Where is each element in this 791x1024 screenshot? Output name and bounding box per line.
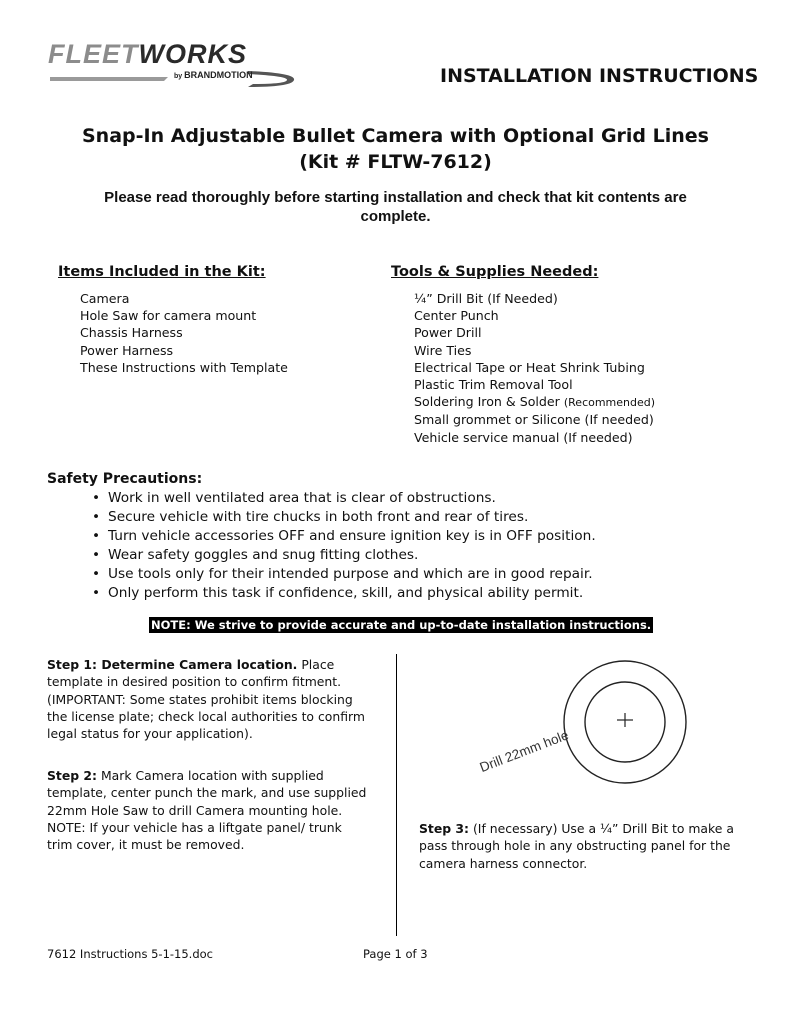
logo-byline: [174, 70, 253, 80]
step-text: 22mm Hole Saw to drill Camera mounting hole.: [47, 802, 343, 818]
list-item: Electrical Tape or Heat Shrink Tubing: [414, 359, 645, 375]
intro-line1: Please read thoroughly before starting installation and check that kit contents are: [104, 189, 687, 206]
step-text: the license plate; check local authorities to confirm: [47, 708, 365, 724]
document-title-line1: Snap-In Adjustable Bullet Camera with Optional Grid Lines: [82, 125, 709, 147]
step-text: pass through hole in any obstructing panel for the: [419, 838, 731, 854]
step-text: (IMPORTANT: Some states prohibit items blocking: [47, 691, 353, 707]
step-text: Place: [297, 657, 335, 672]
list-item: Wire Ties: [414, 342, 472, 358]
drill-hole-label: Drill 22mm hole: [477, 727, 571, 775]
list-item: • Secure vehicle with tire chucks in both front and rear of tires.: [92, 508, 596, 527]
tools-list: [414, 290, 655, 446]
step-1: [47, 656, 365, 742]
tools-heading: Tools & Supplies Needed:: [391, 264, 599, 280]
footer-filename: 7612 Instructions 5-1-15.doc: [47, 947, 213, 961]
fleetworks-logo: [48, 40, 298, 90]
list-item: Center Punch: [414, 308, 499, 324]
logo-word-works: WORKS: [138, 39, 247, 69]
safety-list: [92, 489, 596, 603]
step-3-label: Step 3:: [419, 821, 470, 836]
items-list: [80, 290, 288, 376]
step-3-line1: [419, 820, 734, 837]
list-item: • Turn vehicle accessories OFF and ensure ignition key is in OFF position.: [92, 527, 596, 546]
safety-heading: Safety Precautions:: [47, 471, 203, 487]
logo-brand-text: BRANDMOTION: [184, 70, 253, 80]
list-item: Hole Saw for camera mount: [80, 308, 257, 324]
list-item: • Only perform this task if confidence, skill, and physical ability permit.: [92, 584, 596, 603]
soldering-note: (Recommended): [563, 396, 656, 410]
logo-swoosh-icon: [48, 67, 298, 89]
document-header: INSTALLATION INSTRUCTIONS: [440, 65, 759, 87]
step-text: NOTE: If your vehicle has a liftgate panel/ trunk: [47, 819, 342, 835]
list-item: • Wear safety goggles and snug fitting clothes.: [92, 546, 596, 565]
logo-word-fleet: FLEET: [48, 39, 139, 69]
step-text: template, center punch the mark, and use supplied: [47, 785, 367, 801]
list-item: Chassis Harness: [80, 325, 183, 341]
list-item: • Use tools only for their intended purpose and which are in good repair.: [92, 565, 596, 584]
logo-by-text: by: [174, 73, 185, 80]
step-1-label: Step 1: Determine Camera location.: [47, 657, 298, 672]
list-item: [414, 393, 655, 411]
step-text: Mark Camera location with supplied: [97, 768, 324, 783]
list-item: Power Harness: [80, 342, 174, 358]
step-text: camera harness connector.: [419, 855, 588, 871]
list-item: Vehicle service manual (If needed): [414, 429, 633, 445]
footer-page-number: Page 1 of 3: [363, 947, 428, 961]
step-2: [47, 767, 366, 853]
step-text: trim cover, it must be removed.: [47, 837, 245, 853]
step-2-line1: [47, 767, 366, 784]
note-banner: NOTE: We strive to provide accurate and up-to-date installation instructions.: [151, 618, 652, 632]
step-text: legal status for your application).: [47, 726, 253, 742]
logo-wordmark: [48, 40, 247, 68]
items-heading: Items Included in the Kit:: [58, 264, 266, 280]
list-item: Plastic Trim Removal Tool: [414, 377, 573, 393]
list-item: Power Drill: [414, 325, 482, 341]
list-item: These Instructions with Template: [80, 359, 288, 375]
soldering-text: Soldering Iron & Solder: [414, 394, 560, 410]
list-item: ¼” Drill Bit (If Needed): [414, 291, 558, 306]
step-text: template in desired position to confirm fitment.: [47, 674, 342, 690]
intro-line2: complete.: [360, 208, 431, 225]
step-2-label: Step 2:: [47, 768, 98, 783]
list-item: • Work in well ventilated area that is clear of obstructions.: [92, 489, 596, 508]
document-title-line2: (Kit # FLTW-7612): [299, 151, 492, 173]
step-1-line1: [47, 656, 365, 673]
list-item: Small grommet or Silicone (If needed): [414, 412, 654, 428]
list-item: Camera: [80, 291, 130, 306]
step-3: [419, 820, 734, 872]
drill-template-circles-icon: [560, 660, 690, 785]
column-divider: [396, 654, 397, 936]
step-text: (If necessary) Use a ¼” Drill Bit to make a: [469, 821, 734, 836]
